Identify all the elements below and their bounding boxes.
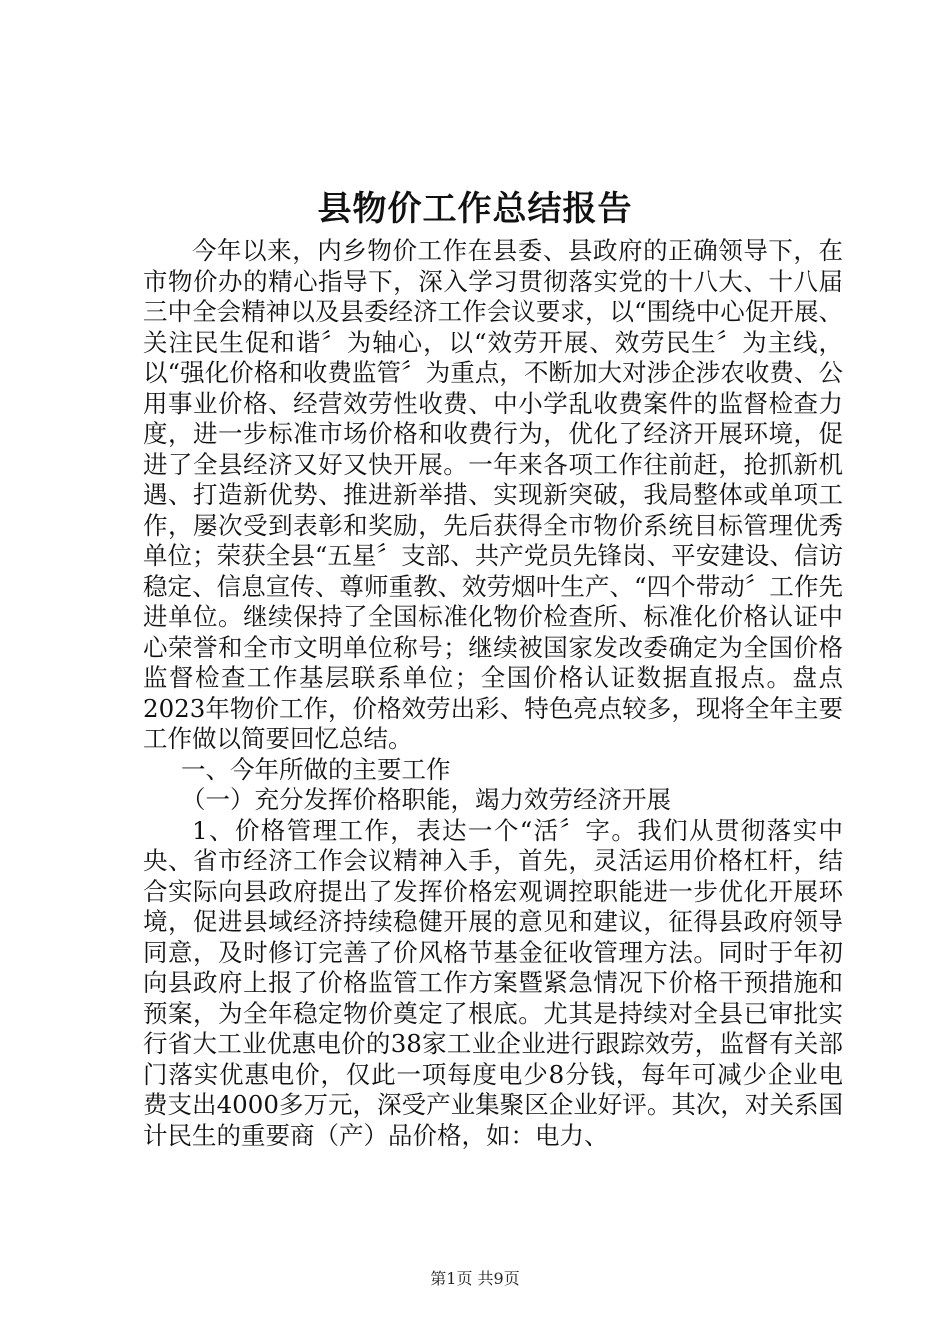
document-body [143,236,843,1151]
page-number-footer: 第1页 共9页 [430,1269,520,1288]
price-management-paragraph: 1、价格管理工作，表达一个“活〞字。我们从贯彻落实中央、省市经济工作会议精神入手，首先，灵活运用价格杠杆，结合实际向县政府提出了发挥价格宏观调控职能进一步优化开展环境，促进县域经济持续稳健开展的意见和建议，征得县政府领导同意，及时修订完善了价风格节基金征收管理方法。同时于年初向县政府上报了价格监管工作方案暨紧急情况下价格干预措施和预案，为全年稳定物价奠定了根底。尤其是持续对全县已审批实行省大工业优惠电价的38家工业企业进行跟踪效劳，监督有关部门落实优惠电价，仅此一项每度电少8分钱，每年可减少企业电费支出4000多万元，深受产业集聚区企业好评。其次，对关系国计民生的重要商（产）品价格，如：电力、 [143,815,843,1150]
document-title: 县物价工作总结报告 [317,189,633,229]
subsection-heading: （一）充分发挥价格职能，竭力效劳经济开展 [181,785,671,814]
section-heading: 一、今年所做的主要工作 [181,754,451,784]
intro-paragraph: 今年以来，内乡物价工作在县委、县政府的正确领导下，在市物价办的精心指导下，深入学习贯彻落实党的十八大、十八届三中全会精神以及县委经济工作会议要求，以“围绕中心促开展、关注民生促和谐〞为轴心，以“效劳开展、效劳民生〞为主线，以“强化价格和收费监管〞为重点，不断加大对涉企涉农收费、公用事业价格、经营效劳性收费、中小学乱收费案件的监督检查力度，进一步标准市场价格和收费行为，优化了经济开展环境，促进了全县经济又好又快开展。一年来各项工作往前赶，抢抓新机遇、打造新优势、推进新举措、实现新突破，我局整体或单项工作，屡次受到表彰和奖励，先后获得全市物价系统目标管理优秀单位；荣获全县“五星〞支部、共产党员先锋岗、平安建设、信访稳定、信息宣传、尊师重教、效劳烟叶生产、“四个带动〞工作先进单位。继续保持了全国标准化物价检查所、标准化价格认证中心荣誉和全市文明单位称号；继续被国家发改委确定为全国价格监督检查工作基层联系单位；全国价格认证数据直报点。盘点2023年物价工作，价格效劳出彩、特色亮点较多，现将全年主要工作做以简要回忆总结。 [143,236,843,753]
